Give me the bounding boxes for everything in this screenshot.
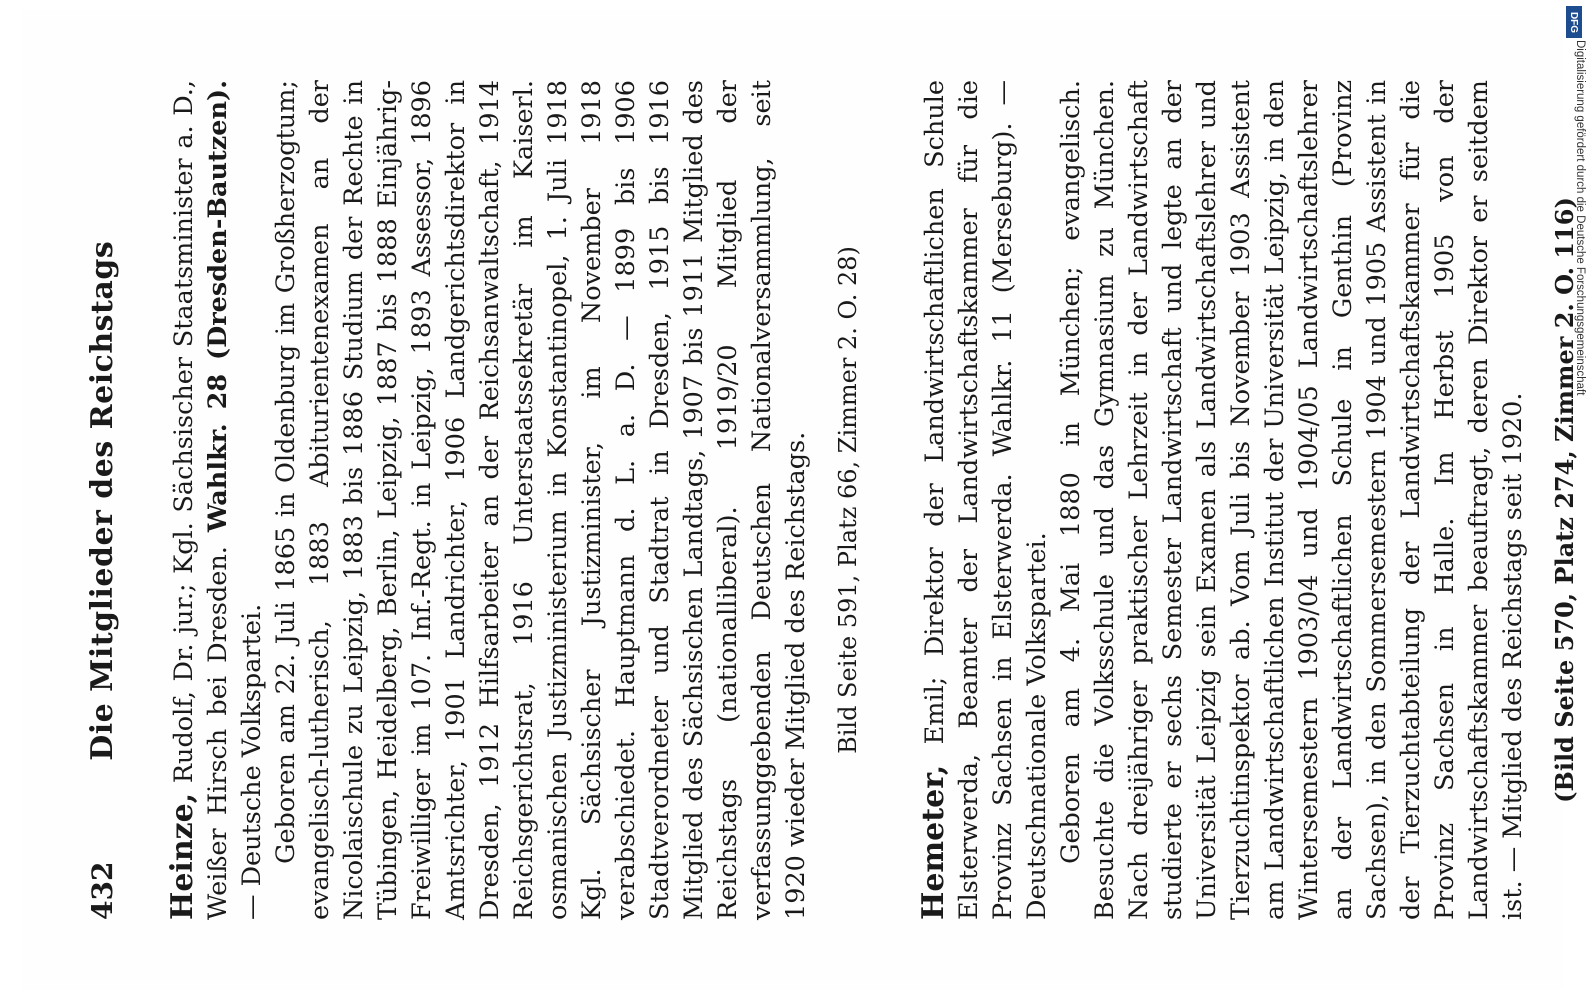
member-biography: Geboren am 22. Juli 1865 in Oldenburg im Großherzogtum; evangelisch-lutherisch, 1883 Abiturientenexamen an der Nicolaischule zu Leipzig, 1883 bis 1886 Studium der Rechte in Tübingen, Heidelberg, Berlin, Leipzig, 1887 bis 1888 Einjährig-Freiwilliger im 107. Inf.-Regt. in Leipzig, 1893 Assessor, 1896 Amtsrichter, 1901 Landrichter, 1906 Landgerichtsdirektor in Dresden, 1912 Hilfsarbeiter an der Reichsanwaltschaft, 1914 Reichsgerichtsrat, 1916 Unterstaatssekretär im Kaiserl. osmanischen Justizministerium in Konstantinopel, 1. Juli 1918 Kgl. Sächsischer Justizminister, im November 1918 verabschiedet. Hauptmann d. L. a. D. — 1899 bis 1906 Stadtverordneter und Stadtrat in Dresden, 1915 bis 1916 Mitglied des Sächsischen Landtags, 1907 bis 1911 Mitglied des Reichstags (nationalliberal). 1919/20 Mitglied der verfassunggebenden Deutschen Nationalversammlung, seit 1920 wieder Mitglied des Reichstags.: [271, 80, 811, 920]
entry-heading: [166, 80, 269, 920]
member-district: Wahlkr. 11 (Merseburg).: [988, 122, 1018, 474]
dfg-logo: [1566, 6, 1582, 38]
member-name: Heinze,: [165, 792, 200, 920]
running-title: Die Mitglieder des Reichstags: [85, 240, 120, 761]
member-entry-heinze: [166, 80, 865, 920]
member-biography: Geboren am 4. Mai 1880 in München; evangelisch. Besuchte die Volksschule und das Gymnasium zu München. Nach dreijähriger praktischer Lehrzeit in der Landwirtschaft studierte er sechs Semester Landwirtschaft und legte an der Universität Leipzig sein Examen als Landwirtschaftslehrer und Tierzuchtinspektor ab. Vom Juli bis November 1903 Assistent am Landwirtschaftlichen Institut der Universität Leipzig, in den Wintersemestern 1903/04 und 1904/05 Landwirtschaftslehrer an der Landwirtschaftlichen Schule in Genthin (Provinz Sachsen), in den Sommersemestern 1904 und 1905 Assistent in der Tierzuchtabteilung der Landwirtschaftskammer für die Provinz Sachsen in Halle. Im Herbst 1905 von der Landwirtschaftskammer beauftragt, deren Direktor er seitdem ist. — Mitglied des Reichstags seit 1920.: [1056, 80, 1528, 920]
member-name: Hemeter,: [916, 764, 951, 920]
member-intro: Rudolf, Dr. jur.; Kgl. Sächsischer Staatsminister a. D., Weißer Hirsch bei Dresden.: [169, 80, 233, 920]
member-entry-hemeter: [917, 80, 1582, 920]
member-party: — Deutsche Volkspartei.: [237, 603, 267, 920]
dfg-logo-text: DFG: [1568, 11, 1580, 33]
picture-reference: (Bild Seite 570, Platz 274, Zimmer 2. O. 116): [1550, 197, 1579, 803]
page-number: 432: [86, 861, 119, 920]
member-district: Wahlkr. 28 (Dresden-Bautzen).: [203, 80, 233, 547]
entry-heading: [917, 80, 1054, 920]
digitization-credit: Digitalisierung gefördert durch die Deutsche Forschungsgemeinschaft: [1574, 40, 1586, 396]
running-head: [85, 80, 120, 920]
picture-reference: Bild Seite 591, Platz 66, Zimmer 2. O. 28): [834, 246, 862, 754]
member-party: — Deutschnationale Volkspartei.: [988, 79, 1052, 920]
member-intro: Emil; Direktor der Landwirtschaftlichen Schule Elsterwerda, Beamter der Landwirtschaftskammer für die Provinz Sachsen in Elsterwerda.: [920, 80, 1018, 920]
digitization-strip: [1552, 0, 1586, 1000]
